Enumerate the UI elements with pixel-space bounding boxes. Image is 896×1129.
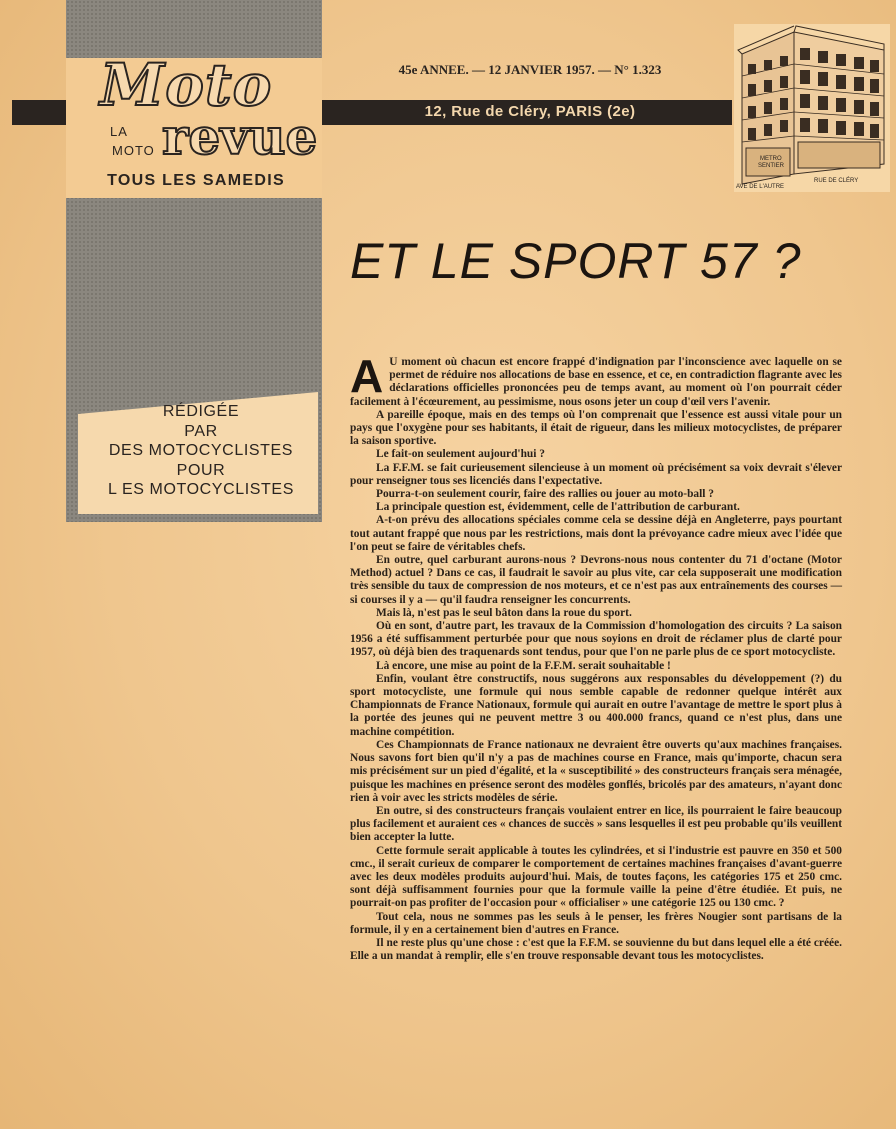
article-paragraph: En outre, quel carburant aurons-nous ? Devrons-nous nous contenter du 71 d'octane (Motor Method) actuel ? Dans ce cas, il faudrait le savoir au plus vite, car cela supposerait une modification très sensible du taux de compression de nos moteurs, et ce n'est pas aux entraînements des courses — si courses il y a — qu'il faudra renseigner les concurrents. <box>350 554 842 606</box>
redige-line: L ES MOTOCYCLISTES <box>108 481 294 498</box>
article-body <box>350 350 842 963</box>
article-paragraph <box>350 350 842 409</box>
article-paragraph: Où en sont, d'autre part, les travaux de la Commission d'homologation des circuits ? La saison 1956 a été suffisamment perturbée pour que nous soyions en droit de réclamer plus de clarté pour 1957, où déjà bien des traquenards sont tendus, pour que l'on ne parle plus de ce sport motocycliste. <box>350 620 842 659</box>
article-paragraph: Le fait-on seulement aujourd'hui ? <box>376 448 545 461</box>
article-paragraph: Enfin, voulant être constructifs, nous suggérons aux responsables du développement (?) du sport motocycliste, une formule qui nous semble capable de redonner quelque intérêt aux Championnats de France Nationaux, formule qui aurait en outre l'avantage de mettre le sport plus à la portée des jeunes qui ne peuvent mettre 3 ou 400.000 francs, quand ce n'est plus, dans une machine compétition. <box>350 672 842 738</box>
street-sign: AVE DE L'AUTRE <box>736 184 785 190</box>
article-paragraph: Cette formule serait applicable à toutes les cylindrées, et si l'industrie est pauvre en 350 et 500 cmc., il serait curieux de comparer le comportement de certaines machines françaises d'avant-guerre avec les deux modèles produits aujourd'hui. Mais, de toutes façons, les catégories 175 et 250 cmc. sont déjà suffisamment fournies pour que la formule vaille la peine d'être étudiée. Et puis, ne pourrait-on pas profiter de l'occasion pour « officialiser » une catégorie 125 ou 130 cmc. ? <box>350 844 842 910</box>
article-paragraph: En outre, si des constructeurs français voulaient entrer en lice, ils pourraient le faire beaucoup plus facilement et auraient ces « chances de succès » sans lesquelles il est peu probable qu'ils veuillent bien accepter la lutte. <box>350 804 842 844</box>
street-sign: RUE DE CLÉRY <box>814 178 859 184</box>
article-paragraph: La F.F.M. se fait curieusement silencieuse à un moment où précisément sa voix devrait s'élever pour renseigner tous ses licenciés dans l'expectative. <box>350 461 842 487</box>
building-illustration-icon <box>734 24 890 192</box>
logo-moto: Moto <box>100 51 273 119</box>
logo-revue: revue <box>162 107 318 166</box>
article-paragraph: Tout cela, nous ne sommes pas les seuls à le penser, les frères Nougier sont partisans de la formule, il y en a certainement bien d'autres en France. <box>350 910 842 936</box>
article-paragraph: Mais là, n'est pas le seul bâton dans la roue du sport. <box>376 606 632 619</box>
redige-line: DES MOTOCYCLISTES <box>108 442 294 459</box>
issue-line: 45e ANNEE. — 12 JANVIER 1957. — N° 1.323 <box>398 62 662 77</box>
dropcap: A <box>350 350 384 402</box>
article-paragraph: A-t-on prévu des allocations spéciales comme cela se dessine déjà en Angleterre, pays pourtant tout autant frappé que nous par les restrictions, mais dont la prévoyance cadre mieux avec l'idée que l'on peut se faire de véritables chefs. <box>350 514 842 553</box>
redige-text <box>78 402 324 500</box>
metro-sign: METRO <box>760 156 782 162</box>
article-paragraph: Ces Championnats de France nationaux ne devraient être ouverts qu'aux machines françaises. Nous savons fort bien qu'il n'y a pas de machines course en France, mais qu'importe, chacun sera mis précisément sur un pied d'égalité, et la « susceptibilité » des constructeurs français sera ménagée, puisque les machines en présence seront des modèles gonflés, bricolés par des amateurs, n'ayant donc rien à voir avec les stricts modèles de série. <box>350 738 842 804</box>
redige-line: RÉDIGÉE <box>162 403 240 420</box>
article-paragraph: Pourra-t-on seulement courir, faire des rallies ou jouer au moto-ball ? <box>376 488 714 501</box>
article-paragraph: A pareille époque, mais en des temps où l'on comprenait que l'essence est aussi vitale pour un pays que l'oxygène pour ses habitants, il était de rigueur, dans les milieux motocyclistes, de préparer la saison sportive. <box>350 408 842 448</box>
logo-moto-small: MOTO <box>112 143 155 158</box>
logo-la: LA <box>110 124 128 139</box>
redige-line: POUR <box>176 461 226 479</box>
redige-line: PAR <box>184 422 218 440</box>
tagline: TOUS LES SAMEDIS <box>107 172 285 189</box>
article-paragraph: La principale question est, évidemment, celle de l'attribution de carburant. <box>376 501 740 514</box>
first-paragraph-text: U moment où chacun est encore frappé d'indignation par l'inconscience avec laquelle on se permet de réduire nos allocations de base en essence, et ce, en contradiction flagrante avec les déclarations officielles prononcées peu de temps avant, au moment où l'on pourrait céder facilement à l'écœurement, au pessimisme, nous osons jeter un coup d'œil vers l'avenir. <box>350 356 842 408</box>
article-paragraph: Il ne reste plus qu'une chose : c'est que la F.F.M. se souvienne du but dans lequel elle a été créée. Elle a un mandat à remplir, elle s'en trouve responsable devant tous les motocyclistes. <box>350 936 842 963</box>
address: 12, Rue de Cléry, PARIS (2e) <box>424 103 636 120</box>
article-paragraph: Là encore, une mise au point de la F.F.M. serait souhaitable ! <box>376 659 671 672</box>
sentier-sign: SENTIER <box>758 163 785 169</box>
headline: ET LE SPORT 57 ? <box>350 233 802 289</box>
